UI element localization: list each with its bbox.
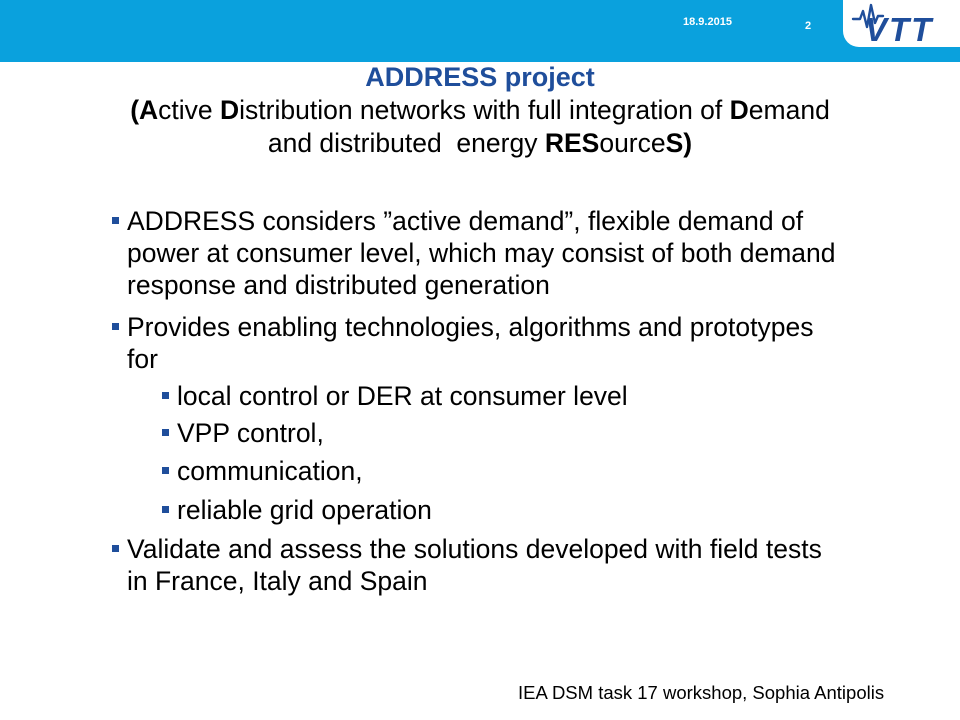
square-bullet-icon [162, 506, 169, 513]
vtt-logo-graphic [843, 0, 960, 47]
square-bullet-icon [112, 323, 119, 330]
slide-title: ADDRESS project [365, 62, 595, 92]
subtitle-segment: D [220, 95, 240, 125]
slide-footer: IEA DSM task 17 workshop, Sophia Antipolis [518, 682, 885, 703]
square-bullet-icon [162, 467, 169, 474]
vtt-logo-text: VTT [865, 11, 934, 47]
subtitle-line-1 [0, 94, 960, 127]
bullet-item [127, 533, 822, 597]
sub-bullet-item [177, 494, 432, 526]
bullet-line: for [127, 344, 158, 374]
header-bar [0, 0, 960, 62]
bullet-line: Provides enabling technologies, algorithms and prototypes [127, 312, 814, 342]
title-block [0, 61, 960, 160]
vtt-logo [843, 0, 960, 47]
bullet-line: power at consumer level, which may consist of both demand [127, 238, 836, 268]
subtitle-segment: istribution networks with full integration of [239, 95, 730, 125]
sub-bullet-line: local control or DER at consumer level [177, 381, 628, 411]
sub-bullet-line: VPP control, [177, 418, 324, 448]
slide-page-number: 2 [805, 20, 812, 32]
sub-bullet-line: reliable grid operation [177, 495, 432, 525]
subtitle-segment: S) [665, 128, 693, 158]
square-bullet-icon [112, 217, 119, 224]
square-bullet-icon [162, 429, 169, 436]
sub-bullet-item [177, 417, 324, 449]
bullet-line: in France, Italy and Spain [127, 566, 428, 596]
sub-bullet-item [177, 380, 628, 412]
subtitle-segment: emand [748, 95, 830, 125]
bullet-line: response and distributed generation [127, 270, 550, 300]
bullet-line: Validate and assess the solutions developed with field tests [127, 534, 822, 564]
subtitle-segment: RES [544, 128, 600, 158]
subtitle-line-2 [0, 127, 960, 160]
bullet-item [127, 311, 813, 375]
subtitle-segment: D [729, 95, 749, 125]
sub-bullet-line: communication, [177, 456, 363, 486]
subtitle-segment: (A [130, 95, 159, 125]
square-bullet-icon [162, 392, 169, 399]
subtitle-segment: and distributed energy [267, 128, 545, 158]
square-bullet-icon [112, 545, 119, 552]
bullet-item [127, 205, 836, 301]
subtitle-segment: ource [599, 128, 666, 158]
slide-date: 18.9.2015 [683, 16, 732, 28]
subtitle-segment: ctive [158, 95, 221, 125]
sub-bullet-item [177, 455, 363, 487]
bullet-line: ADDRESS considers ”active demand”, flexible demand of [127, 206, 804, 236]
